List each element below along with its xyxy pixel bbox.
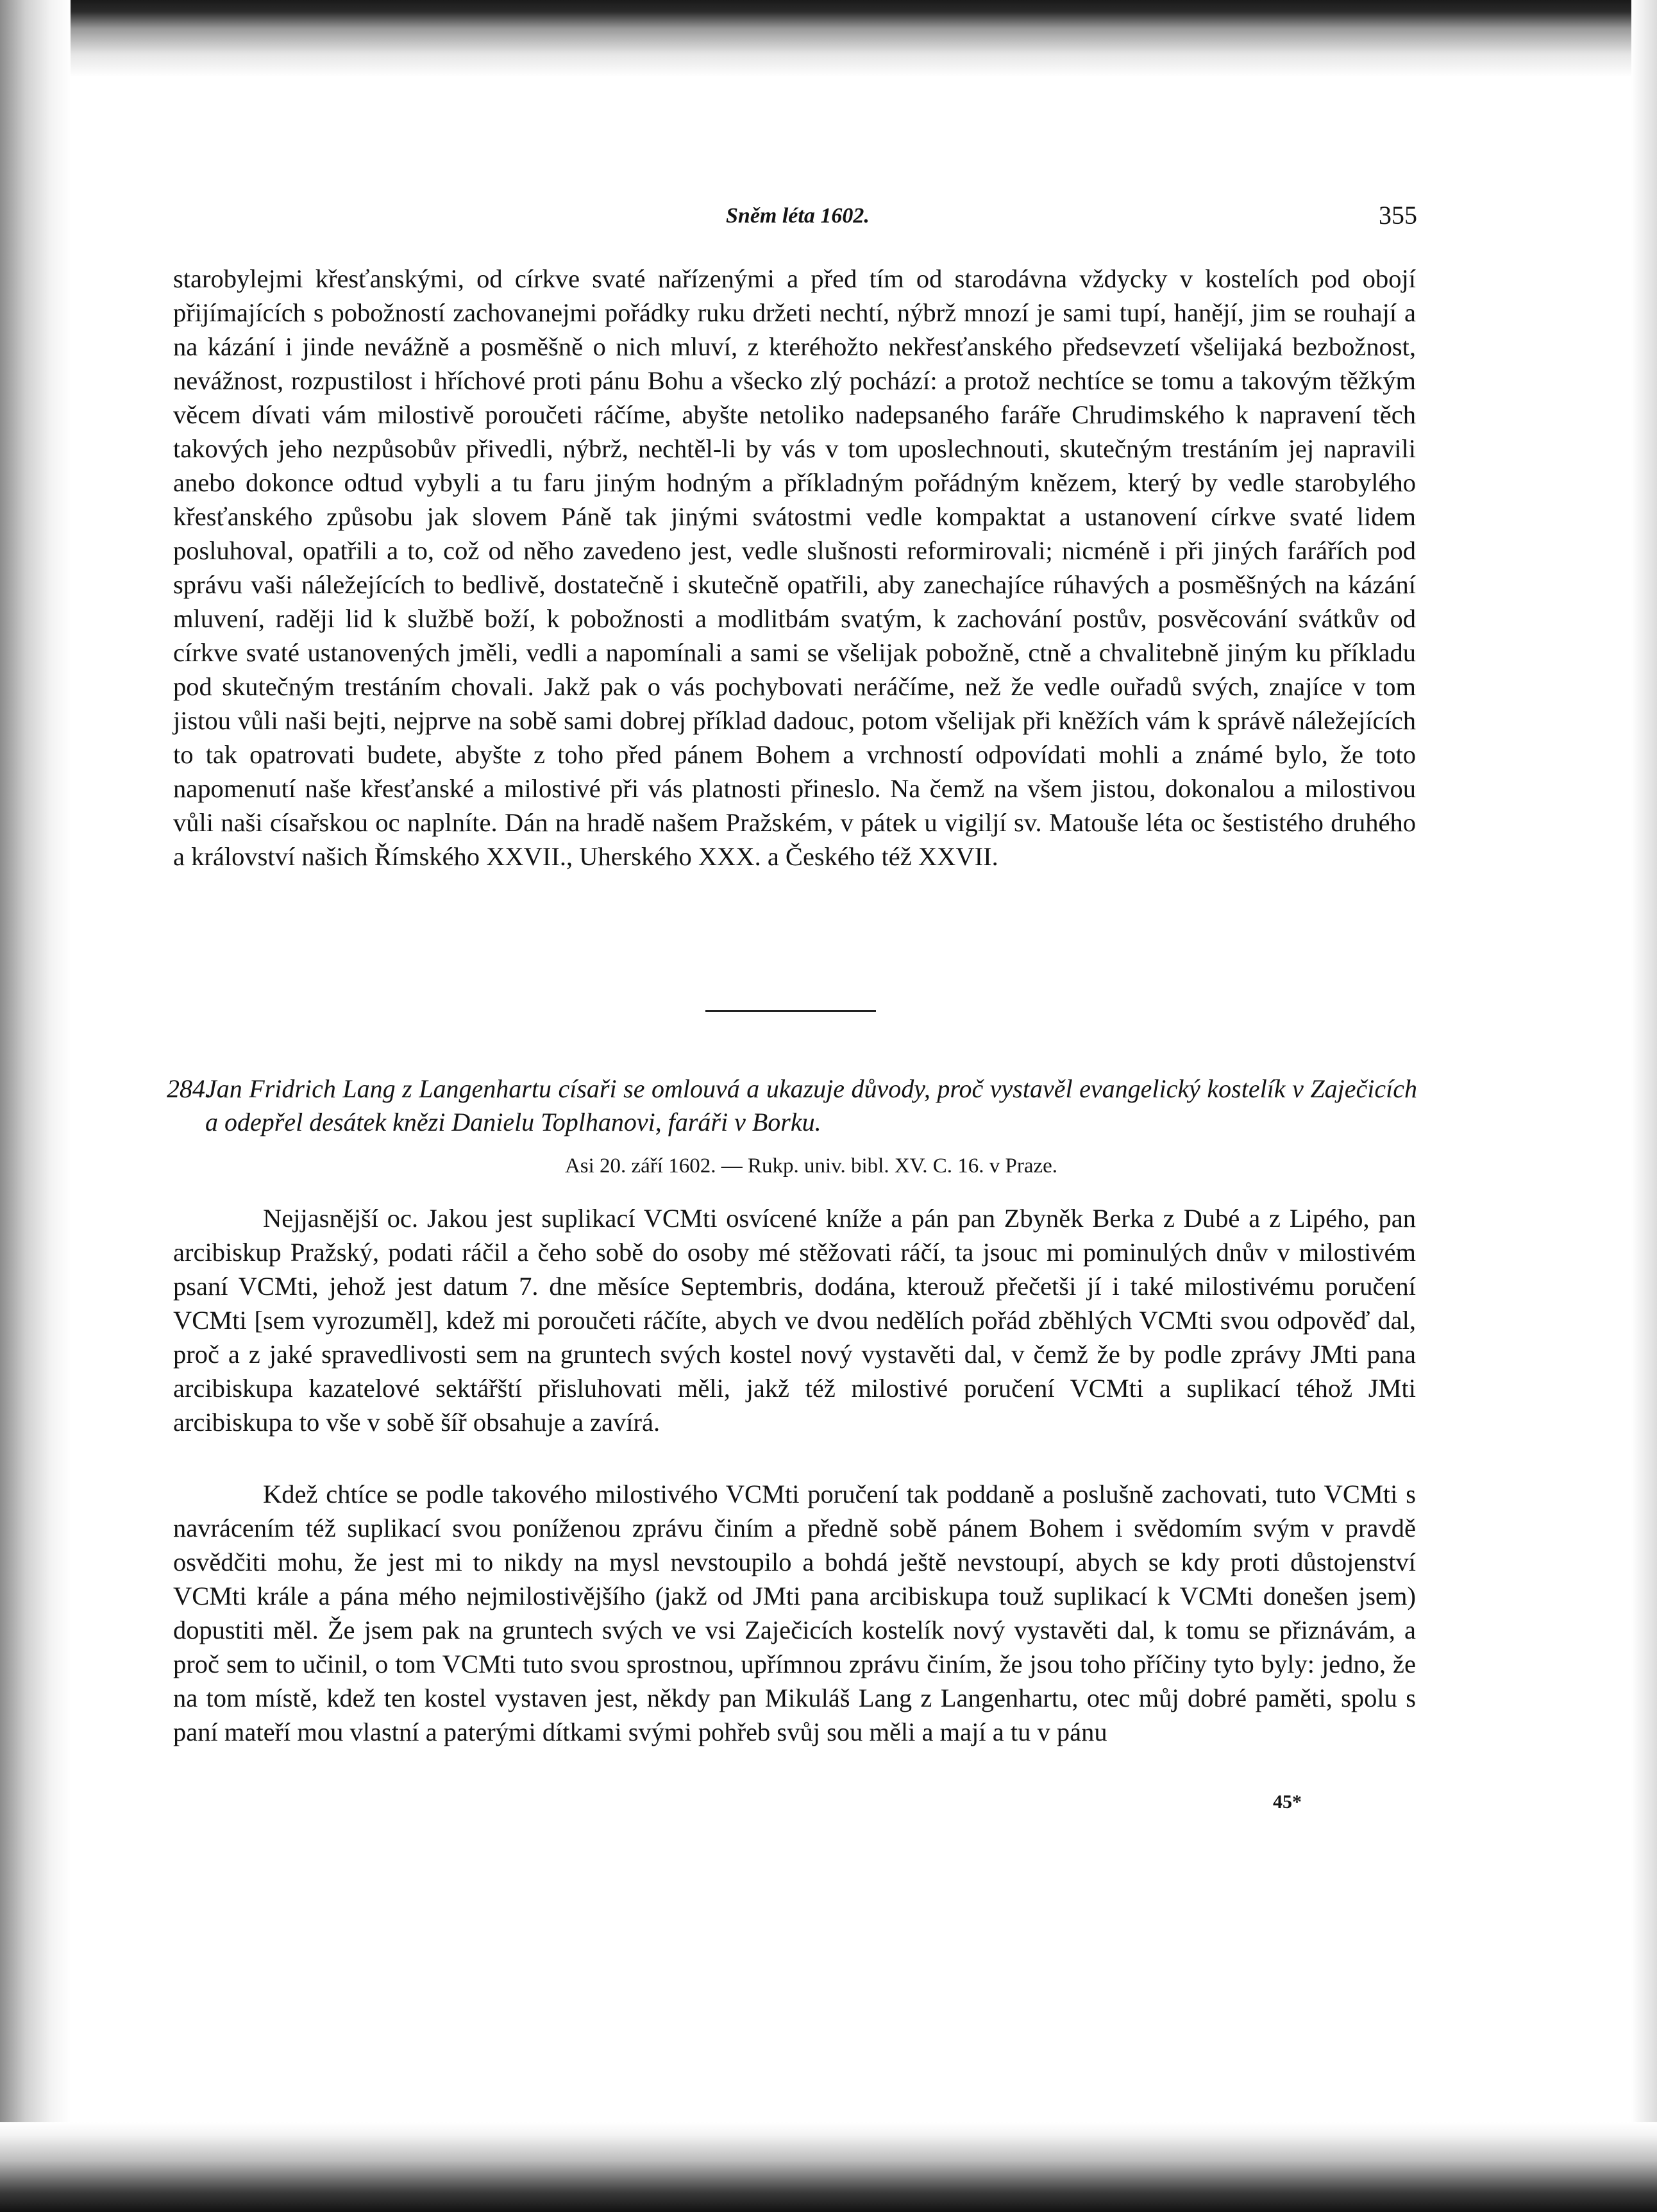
page-number: 355	[1379, 201, 1417, 230]
paragraph-letter-opening: Nejjasnější oc. Jakou jest suplikací VCMti osvícené kníže a pán pan Zbyněk Berka z Dubé a z Lipého, pan arcibiskup Pražský, podati ráčil a čeho sobě do osoby mé stěžovati ráčí, ta jsouc mi pominulých dnův v milostivém psaní VCMti, jehož jest datum 7. dne měsíce Septembris, dodána, kterouž přečetši jí i také milostivému poručení VCMti [sem vyrozuměl], kdež mi poroučeti ráčíte, abych ve dvou nedělích pořád zběhlých VCMti svou odpověď dal, proč a z jaké spravedlivosti sem na gruntech svých kostel nový vystavěti dal, v čemž že by podle zprávy JMti pana arcibiskupa kazatelové sektářští přisluhovati měli, jakž též milostivé poručení VCMti a suplikací téhož JMti arcibiskupa to vše v sobě šíř obsahuje a zavírá.	[173, 1204, 1416, 1437]
paragraph-letter-body: Kdež chtíce se podle takového milostivého VCMti poručení tak poddaně a poslušně zachovati, tuto VCMti s navrácením též suplikací svou poníženou zprávu činím a předně sobě pánem Bohem i svědomím svým v pravdě osvědčiti mohu, že jest mi to nikdy na mysl nevstoupilo a bohdá ještě nevstoupí, abych se kdy proti důstojenství VCMti krále a pána mého nejmilostivějšího (jakž od JMti pana arcibiskupa touž suplikací k VCMti donešen jsem) dopustiti měl. Že jsem pak na gruntech svých ve vsi Zaječicích kostelík nový vystavěti dal, k tomu se přiznávám, a proč sem to učinil, o tom VCMti tuto svou sprostnou, upřímnou zprávu činím, že jsou toho příčiny tyto byly: jedno, že na tom místě, kdež ten kostel vystaven jest, někdy pan Mikuláš Lang z Langenhartu, otec můj dobré paměti, spolu s paní mateří mou vlastní a paterými dítkami svými pohřeb svůj sou měli a mají a tu v pánu	[173, 1480, 1416, 1746]
running-title: Sněm léta 1602.	[726, 204, 870, 228]
document-title: Jan Fridrich Lang z Langenhartu císaři se omlouvá a ukazuje důvody, proč vystavěl evangelický kostelík v Zaječicích a odepřel desátek knězi Danielu Toplhanovi, faráři v Borku.	[205, 1074, 1417, 1136]
paragraph-continuation: starobylejmi křesťanskými, od církve svaté nařízenými a před tím od starodávna vždycky v kostelích pod obojí přijímajících s pobožností zachovanejmi pořádky ruku držeti nechtí, nýbrž mnozí je sami tupí, hanějí, jim se rouhají a na kázání i jinde nevážně a posměšně o nich mluví, z kteréhožto nekřesťanského předsevzetí všelijaká bezbožnost, nevážnost, rozpustilost i hříchové proti pánu Bohu a všecko zlý pochází: a protož nechtíce se tomu a takovým těžkým věcem dívati vám milostivě poroučeti ráčíme, abyšte netoliko nadepsaného faráře Chrudimského k napravení těch takových jeho nezpůsobův přivedli, nýbrž, nechtěl-li by vás v tom uposlechnouti, skutečným trestáním jej napravili anebo dokonce odtud vybyli a tu faru jiným hodným a příkladným pořádným knězem, který by vedle starobylého křesťanského způsobu jak slovem Páně tak jinými svátostmi vedle kompaktat a ustanovení církve svaté lidem posluhoval, opatřili a to, což od něho zavedeno jest, vedle slušnosti reformirovali; nicméně i při jiných farářích pod správu vaši náležejících to bedlivě, dostatečně i skutečně opatřili, aby zanechajíce rúhavých a posměšných na kázání mluvení, raději lid k službě boží, k pobožnosti a modlitbám svatým, k zachování postův, posvěcování svátkův od církve svaté ustanovených jměli, vedli a napomínali a sami se všelijak pobožně, ctně a chvalitebně jiným ku příkladu pod skutečným trestáním chovali. Jakž pak o vás pochybovati neráčíme, než že vedle ouřadů svých, znajíce v tom jistou vůli naši bejti, nejprve na sobě sami dobrej příklad dadouc, potom všelijak při kněžích vám k správě náležejících to tak opatrovati budete, abyšte z toho před pánem Bohem a vrchností odpovídati mohli a známé bylo, že toto napomenutí naše křesťanské a milostivé při vás platnosti přineslo. Na čemž na všem jistou, dokonalou a milostivou vůli naši císařskou oc naplníte. Dán na hradě našem Pražském, v pátek u vigiljí sv. Matouše léta oc šestistého druhého a království našich Římského XXVII., Uherského XXX. a Českého též XXVII.	[173, 264, 1416, 871]
scan-shadow-top	[0, 0, 1657, 77]
document-source-note: Asi 20. září 1602. — Rukp. univ. bibl. XV. C. 16. v Praze.	[564, 1154, 1058, 1178]
document-heading	[167, 1072, 1417, 1139]
scan-shadow-left	[0, 0, 71, 2212]
section-divider	[705, 1010, 876, 1012]
sheet-signature-mark: 45*	[1273, 1791, 1302, 1812]
scan-shadow-bottom	[0, 2122, 1657, 2212]
scan-shadow-right	[1631, 0, 1657, 2212]
document-number: 284.	[167, 1074, 212, 1103]
